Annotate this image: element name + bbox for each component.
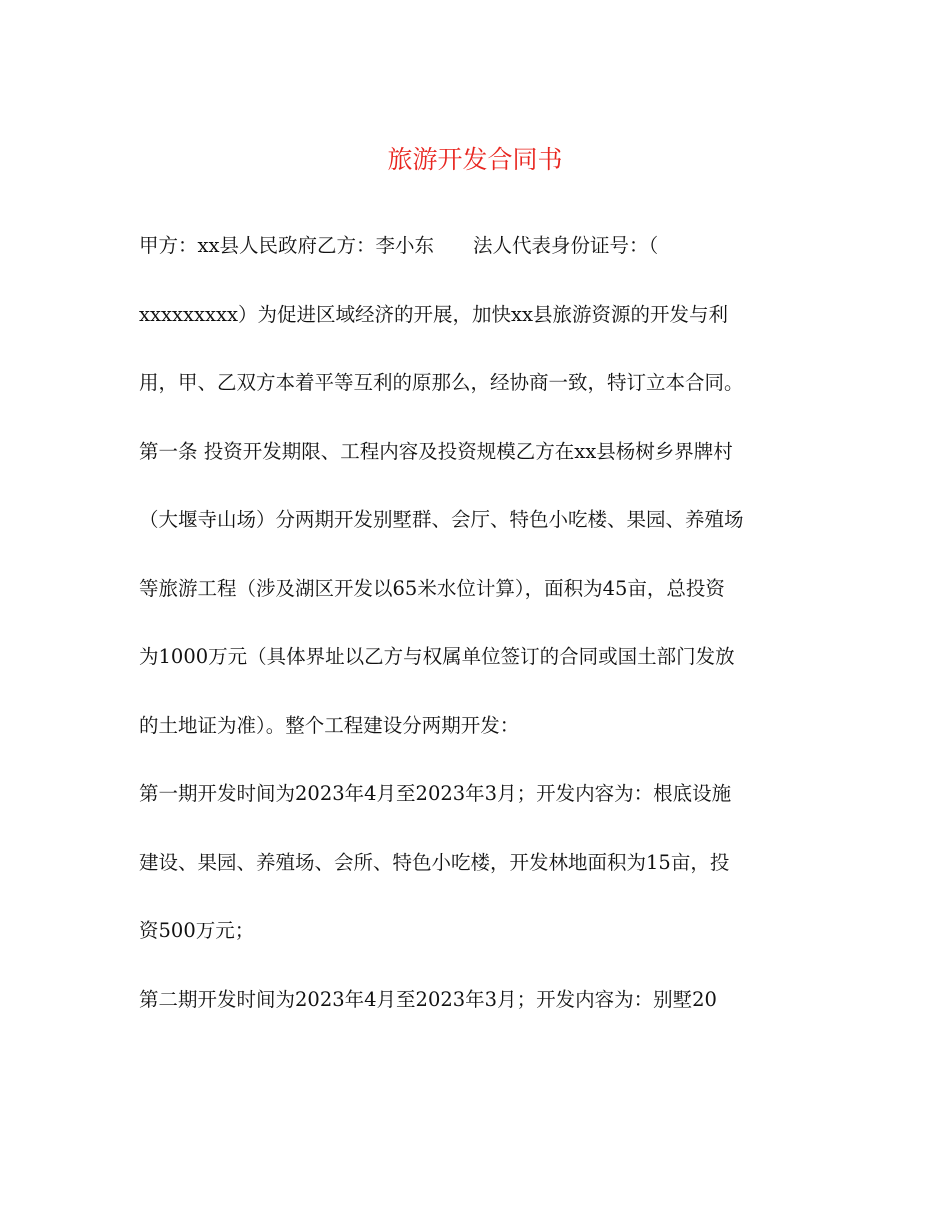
body-line-3: 用，甲、乙双方本着平等互利的原那么，经协商一致，特订立本合同。: [139, 371, 744, 394]
body-line-4: 第一条 投资开发期限、工程内容及投资规模乙方在xx县杨树乡界牌村: [139, 439, 733, 463]
body-line-11: 资500万元；: [139, 919, 255, 942]
document-title: 旅游开发合同书: [387, 145, 563, 174]
body-line-1: 甲方：xx县人民政府乙方：李小东 法人代表身份证号：（: [139, 234, 659, 257]
body-line-5: （大堰寺山场）分两期开发别墅群、会厅、特色小吃楼、果园、养殖场: [139, 508, 744, 531]
body-line-9: 第一期开发时间为2023年4月至2023年3月；开发内容为：根底设施: [139, 782, 732, 805]
body-line-7: 为1000万元（具体界址以乙方与权属单位签订的合同或国土部门发放: [139, 645, 735, 668]
body-line-12: 第二期开发时间为2023年4月至2023年3月；开发内容为：别墅20: [139, 987, 717, 1011]
body-line-10: 建设、果园、养殖场、会所、特色小吃楼，开发林地面积为15亩，投: [139, 850, 730, 874]
body-line-8: 的土地证为准）。整个工程建设分两期开发：: [139, 713, 520, 737]
document-body: [139, 232, 819, 1054]
body-line-2: xxxxxxxxx）为促进区域经济的开展，加快xx县旅游资源的开发与利: [139, 302, 728, 326]
body-line-6: 等旅游工程（涉及湖区开发以65米水位计算），面积为45亩，总投资: [139, 576, 725, 600]
